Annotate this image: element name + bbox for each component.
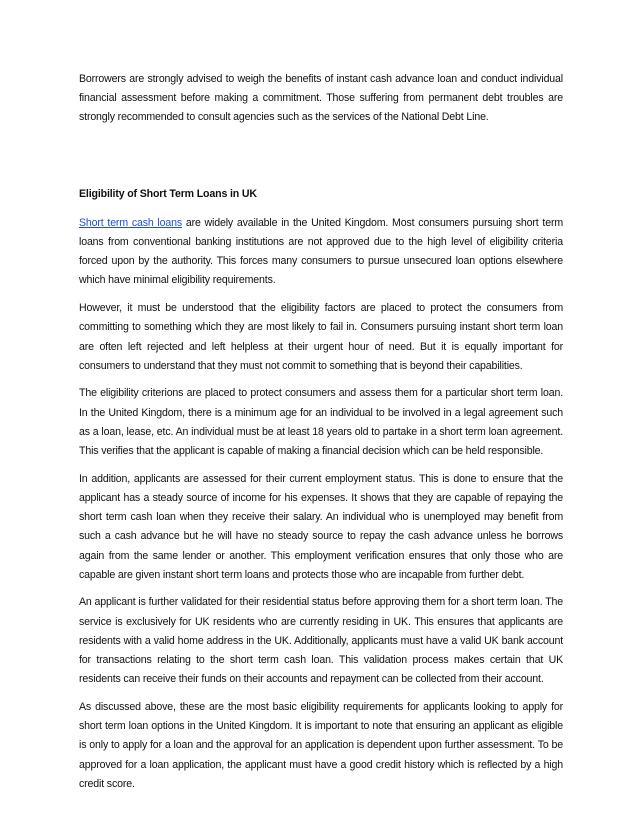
paragraph-2: However, it must be understood that the eligibility factors are placed to protect the consumers from committing to something which they are most likely to fail in. Consumers pursuing instant short term loan are often left rejected and left helpless at their urgent hour of need. But it is equally important for consumers to understand that they must not commit to something that is beyond their capabilities.	[79, 302, 563, 372]
paragraph-5: An applicant is further validated for their residential status before approving them for a short term loan. The service is exclusively for UK residents who are currently residing in UK. This ensures that applicants are residents with a valid home address in the UK. Additionally, applicants must have a valid UK bank account for transactions relating to the short term cash loan. This validation process makes certain that UK residents can receive their funds on their accounts and repayment can be collected from their account.	[79, 596, 563, 686]
paragraph-1	[79, 214, 563, 291]
section-gap	[79, 128, 563, 185]
document-page	[79, 70, 563, 803]
paragraph-4: In addition, applicants are assessed for their current employment status. This is done to ensure that the applicant has a steady source of income for his expenses. It shows that they are capable of repaying the short term cash loan when they receive their salary. An individual who is unemployed may benefit from such a cash advance but he will have no steady source to repay the cash advance unless he borrows again from the same lender or another. This employment verification ensures that only those who are capable are given instant short term loans and protects those who are incapable from further debt.	[79, 472, 563, 581]
paragraph-3: The eligibility criterions are placed to protect consumers and assess them for a particular short term loan. In the United Kingdom, there is a minimum age for an individual to be involved in a legal agreement such as a loan, lease, etc. An individual must be at least 18 years old to partake in a short term loan agreement. This verifies that the applicant is capable of making a financial decision which can be held responsible.	[79, 387, 563, 458]
paragraph-6: As discussed above, these are the most basic eligibility requirements for applicants looking to apply for short term loan options in the United Kingdom. It is important to note that ensuring an applicant as eligible is only to apply for a loan and the approval for an application is dependent upon further assessment. To be approved for a loan application, the applicant must have a good credit history which is reflected by a high credit score.	[79, 700, 563, 790]
section-heading: Eligibility of Short Term Loans in UK	[79, 187, 257, 200]
intro-paragraph: Borrowers are strongly advised to weigh the benefits of instant cash advance loan and conduct individual financial assessment before making a commitment. Those suffering from permanent debt troubles are strongly recommended to consult agencies such as the services of the National Debt Line.	[79, 73, 563, 124]
paragraph-1-text: are widely available in the United Kingdom. Most consumers pursuing short term loans from conventional banking institutions are not approved due to the high level of eligibility criteria forced upon by the authority. This forces many consumers to pursue unsecured loan options elsewhere which have minimal eligibility requirements.	[79, 216, 563, 287]
short-term-cash-loans-link[interactable]: Short term cash loans	[79, 216, 183, 229]
